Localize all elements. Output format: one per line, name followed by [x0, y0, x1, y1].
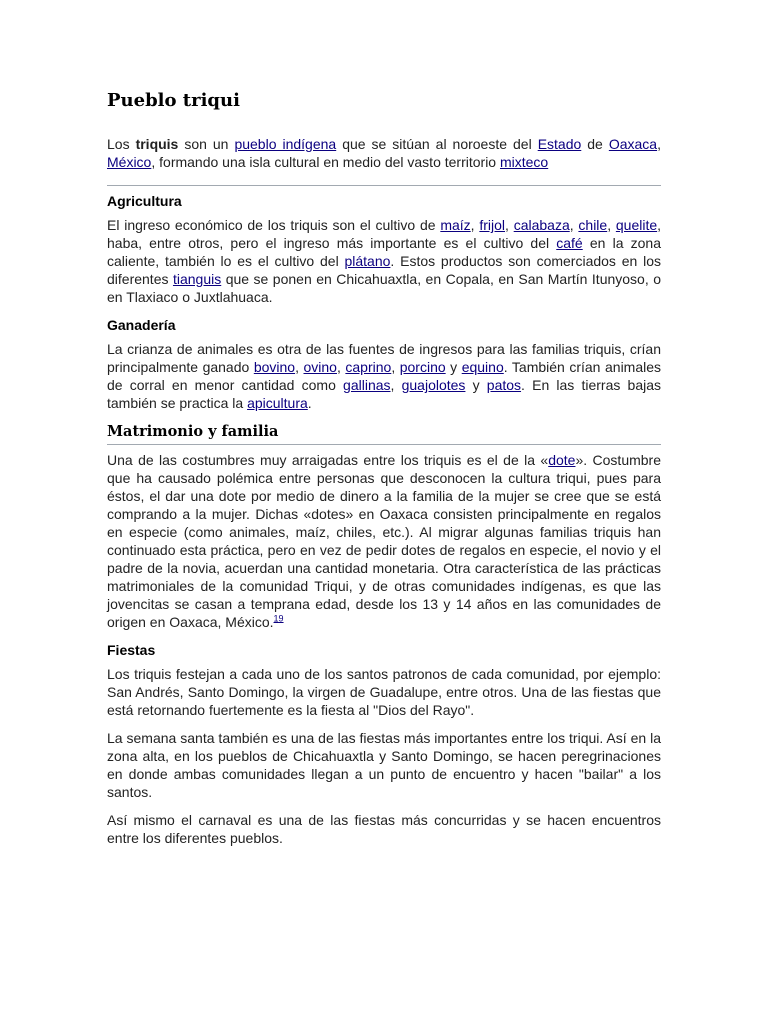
text: que se sitúan al noroeste del: [336, 136, 538, 152]
link-equino[interactable]: equino: [461, 359, 504, 375]
fiestas-paragraph-3: Así mismo el carnaval es una de las fiestas más concurridas y se hacen encuentros entre los diferentes pueblos.: [107, 812, 661, 846]
section-divider: [107, 185, 661, 186]
text: Los: [107, 136, 136, 152]
heading-ganaderia: Ganadería: [107, 317, 176, 333]
fiestas-paragraph-1: Los triquis festejan a cada uno de los santos patronos de cada comunidad, por ejemplo: San Andrés, Santo Domingo, la virgen de Guadalupe, entre otros. Una de las fiestas que está retornando fuertemente es la fiesta al "Dios del Rayo".: [107, 666, 661, 718]
text: , haba, entre otros, pero el ingreso más importante es el cultivo del: [107, 217, 662, 251]
text: ,: [336, 359, 346, 375]
link-chile[interactable]: chile: [578, 217, 608, 233]
text: ,: [295, 359, 304, 375]
agricultura-paragraph: [107, 216, 661, 306]
text: de: [581, 136, 609, 152]
text: ,: [505, 217, 514, 233]
text: , formando una isla cultural en medio del vasto territorio: [151, 154, 500, 170]
text: ,: [390, 377, 402, 393]
fiestas-paragraph-2: La semana santa también es una de las fiestas más importantes entre los triqui. Así en la zona alta, en los pueblos de Chicahuaxtla y Santo Domingo, se hacen peregrinaciones en donde ambas comunidades llegan a un punto de encuentro y hacen "bailar" a los santos.: [107, 730, 661, 800]
link-mixteco[interactable]: mixteco: [499, 154, 549, 170]
link-pueblo-indigena[interactable]: pueblo indígena: [234, 136, 337, 152]
link-mexico[interactable]: México: [107, 154, 152, 170]
link-porcino[interactable]: porcino: [399, 359, 446, 375]
ganaderia-paragraph: [107, 340, 661, 412]
text: y: [465, 377, 487, 393]
link-dote[interactable]: dote: [548, 452, 576, 468]
text: . Estos productos son comerciados en los diferentes: [107, 253, 661, 287]
link-cafe[interactable]: café: [556, 235, 583, 251]
heading-fiestas: Fiestas: [107, 642, 156, 658]
text: . En las tierras bajas también se practica la: [107, 377, 662, 411]
link-apicultura[interactable]: apicultura: [247, 395, 308, 411]
text: ,: [657, 136, 661, 152]
link-calabaza[interactable]: calabaza: [513, 217, 570, 233]
link-frijol[interactable]: frijol: [479, 217, 506, 233]
link-platano[interactable]: plátano: [344, 253, 391, 269]
heading-agricultura: Agricultura: [107, 193, 182, 209]
text: que se ponen en Chicahuaxtla, en Copala, en San Martín Itunyoso, o en Tlaxiaco o Juxtlahuaca.: [107, 271, 661, 305]
link-caprino[interactable]: caprino: [345, 359, 392, 375]
text: ,: [470, 217, 480, 233]
text: en la zona caliente, también lo es el cultivo del: [107, 235, 661, 269]
article-content: [107, 89, 661, 857]
link-quelite[interactable]: quelite: [615, 217, 658, 233]
intro-paragraph: [107, 135, 661, 171]
text: ,: [391, 359, 400, 375]
heading-matrimonio-y-familia: Matrimonio y familia: [107, 422, 661, 445]
link-estado[interactable]: Estado: [537, 136, 582, 152]
reference-link[interactable]: 19: [273, 613, 284, 624]
page-title: Pueblo triqui: [107, 90, 240, 111]
text: .: [307, 395, 312, 411]
text: Una de las costumbres muy arraigadas entre los triquis es el de la «: [107, 452, 549, 468]
link-ovino[interactable]: ovino: [303, 359, 337, 375]
matrimonio-paragraph: [107, 451, 661, 631]
bold-term: triquis: [135, 136, 179, 152]
text: . También crían animales de corral en menor cantidad como: [107, 359, 662, 393]
text: El ingreso económico de los triquis son el cultivo de: [107, 217, 441, 233]
link-maiz[interactable]: maíz: [440, 217, 471, 233]
link-bovino[interactable]: bovino: [253, 359, 296, 375]
link-patos[interactable]: patos: [486, 377, 522, 393]
text: La crianza de animales es otra de las fuentes de ingresos para las familias triquis, crían principalmente ganado: [107, 341, 661, 375]
link-tianguis[interactable]: tianguis: [172, 271, 222, 287]
text: ». Costumbre que ha causado polémica entre personas que desconocen la cultura triqui, pues para éstos, el dar una dote por medio de dinero a la familia de la mujer se cree que se está comprando a la mujer. Dichas «dotes» en Oaxaca consisten principalmente en regalos en especie (como animales, maíz, chiles, etc.). Al migrar algunas familias triquis han continuado esta práctica, pero en vez de pedir dotes de regalos en especie, el novio y el padre de la novia, acuerdan una cantidad monetaria. Otra característica de las prácticas matrimoniales de la comunidad Triqui, y de otras comunidades indígenas, es que las jovencitas se casan a temprana edad, desde los 13 y 14 años en las comunidades de origen en Oaxaca, México.: [107, 452, 661, 630]
link-gallinas[interactable]: gallinas: [343, 377, 391, 393]
link-oaxaca[interactable]: Oaxaca: [608, 136, 658, 152]
text: y: [445, 359, 462, 375]
text: son un: [178, 136, 235, 152]
text: ,: [569, 217, 579, 233]
link-guajolotes[interactable]: guajolotes: [401, 377, 466, 393]
text: ,: [607, 217, 616, 233]
